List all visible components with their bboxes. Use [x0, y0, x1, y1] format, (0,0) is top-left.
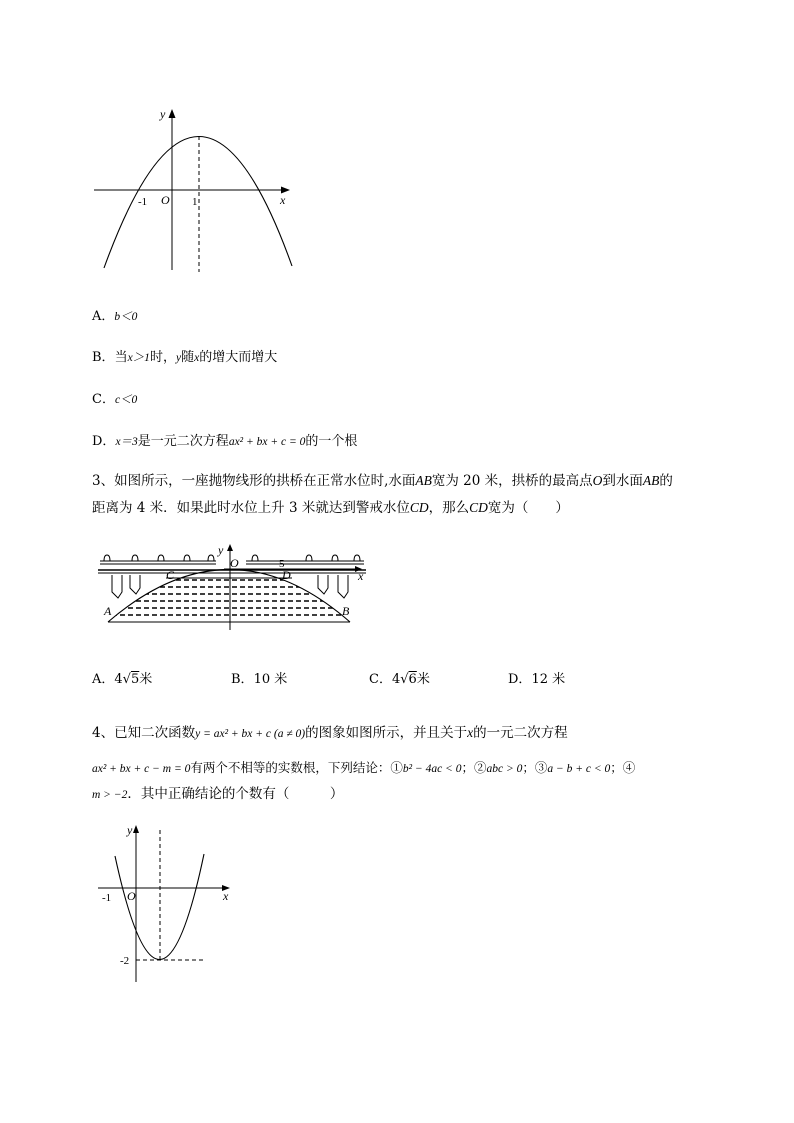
bridge-label-a: A [104, 604, 112, 618]
q4-var-x: x [467, 725, 474, 740]
bridge-label-y: y [218, 543, 224, 557]
q3-option-c-coef: 4 [391, 672, 401, 687]
q3-option-b-text: 10 米 [253, 672, 288, 687]
option-d-cond: x＝3 [115, 436, 138, 448]
figure-bridge [96, 542, 372, 632]
label-y: y [160, 107, 166, 121]
option-d-letter: D． [92, 434, 116, 449]
label-x: x [280, 193, 286, 207]
bridge-label-x: x [358, 569, 364, 583]
bridge-label-b: B [342, 604, 350, 618]
bridge-label-c: C [166, 568, 175, 582]
label-x: x [223, 889, 229, 903]
q4-line2 [92, 757, 635, 780]
q3-line2-mid: ，那么 [428, 500, 470, 516]
q3-option-c-radicand: 6 [408, 672, 417, 687]
q3-option-d-text: 12 米 [531, 672, 566, 687]
q4-sep-2: ；② [461, 760, 487, 775]
option-c-text: c＜0 [114, 394, 138, 406]
option-b-post: 的增大而增大 [199, 350, 278, 365]
y-axis-arrow [133, 825, 139, 833]
q3-ab-1: AB [415, 473, 432, 488]
option-b-cond: x＞1 [127, 352, 150, 364]
figure-parabola-down [88, 100, 298, 275]
q3-line1-mid2: 到水面 [602, 473, 643, 489]
figure-parabola-up [96, 822, 236, 987]
bridge-label-d: D [282, 568, 291, 582]
y-axis-arrow [169, 109, 176, 118]
q4-line2-eq: ax² + bx + c − m = 0 [92, 763, 191, 775]
q3-option-b[interactable] [231, 668, 287, 687]
q3-option-d[interactable] [508, 668, 565, 687]
q3-line1-end: 的 [659, 473, 673, 489]
q3-cd-1: CD [409, 500, 429, 515]
bridge-arch [108, 570, 350, 623]
option-a[interactable] [92, 305, 137, 324]
option-d-mid: 是一元二次方程 [137, 434, 229, 449]
q4-conclusion-1: b² − 4ac < 0 [402, 763, 462, 775]
q3-line2-end: 宽为（ ） [487, 500, 569, 516]
tick-1: 1 [192, 196, 198, 208]
q3-ab-2: AB [642, 473, 660, 488]
sqrt-icon: √ [400, 672, 409, 687]
q3-option-a-unit: 米 [139, 672, 153, 687]
option-d[interactable] [92, 430, 357, 449]
option-b-mid: 时， [149, 350, 176, 365]
option-c[interactable] [92, 388, 137, 407]
option-a-letter: A． [92, 309, 115, 324]
q4-conclusion-3: a − b + c < 0 [547, 763, 611, 775]
option-c-letter: C． [92, 392, 115, 407]
option-b-pre: 当 [114, 350, 128, 365]
q4-line3 [92, 783, 343, 806]
sqrt-icon: √ [122, 672, 131, 687]
tick-neg1: -1 [138, 196, 148, 208]
bridge-label-5: 5 [279, 558, 285, 570]
q4-sep-4: ；④ [610, 760, 636, 775]
q3-line1 [92, 470, 673, 492]
q3-option-a-coef: 4 [114, 672, 123, 687]
q4-line1-end: 的一元二次方程 [473, 725, 568, 741]
tick-neg1: -1 [102, 892, 112, 904]
tick-neg2: -2 [120, 955, 130, 967]
parabola-curve [104, 136, 292, 268]
q3-line1-mid: 宽为 20 米，拱桥的最高点 [431, 473, 593, 489]
q3-option-c-letter: C． [369, 672, 392, 687]
q4-line2-mid: 有两个不相等的实数根，下列结论：① [190, 760, 403, 775]
option-a-text: b＜0 [114, 311, 138, 323]
bridge-y-axis-arrow [227, 544, 233, 551]
label-origin: O [161, 193, 170, 207]
q4-line1 [92, 722, 568, 745]
q3-o: O [592, 473, 603, 488]
q4-line1-prefix: 4、已知二次函数 [92, 725, 196, 741]
label-origin: O [127, 889, 136, 903]
option-d-post: 的一个根 [305, 434, 358, 449]
option-b-mid2: 随 [181, 350, 195, 365]
q4-line1-mid: 的图象如图所示，并且关于 [305, 725, 468, 741]
q3-option-b-letter: B． [231, 672, 254, 687]
label-y: y [127, 823, 133, 837]
q3-option-c-unit: 米 [416, 672, 430, 687]
q4-sep-3: ；③ [522, 760, 548, 775]
q4-conclusion-4: m > −2 [92, 789, 128, 801]
q3-option-d-letter: D． [508, 672, 532, 687]
q3-line2-prefix: 距离为 4 米．如果此时水位上升 3 米就达到警戒水位 [92, 500, 410, 516]
option-b-var-x: x [194, 352, 200, 364]
q4-line3-end: ．其中正确结论的个数有（ ） [127, 786, 344, 802]
water-pattern [96, 580, 372, 615]
q3-option-a[interactable] [92, 668, 152, 687]
q4-conclusion-2: abc > 0 [486, 763, 523, 775]
q4-func: y = ax² + bx + c (a ≠ 0) [195, 728, 306, 740]
option-b[interactable] [92, 346, 277, 365]
option-b-letter: B． [92, 350, 115, 365]
option-b-var-y: y [175, 352, 182, 364]
q3-option-a-radicand: 5 [130, 672, 140, 687]
q3-line2 [92, 497, 569, 519]
bridge-label-o: O [230, 556, 239, 570]
q3-line1-prefix: 3、如图所示，一座抛物线形的拱桥在正常水位时,水面 [92, 473, 416, 489]
q3-option-a-letter: A． [92, 672, 115, 687]
q3-option-c[interactable] [369, 668, 430, 687]
option-d-eq: ax² + bx + c = 0 [228, 436, 306, 448]
q3-cd-2: CD [469, 500, 488, 515]
